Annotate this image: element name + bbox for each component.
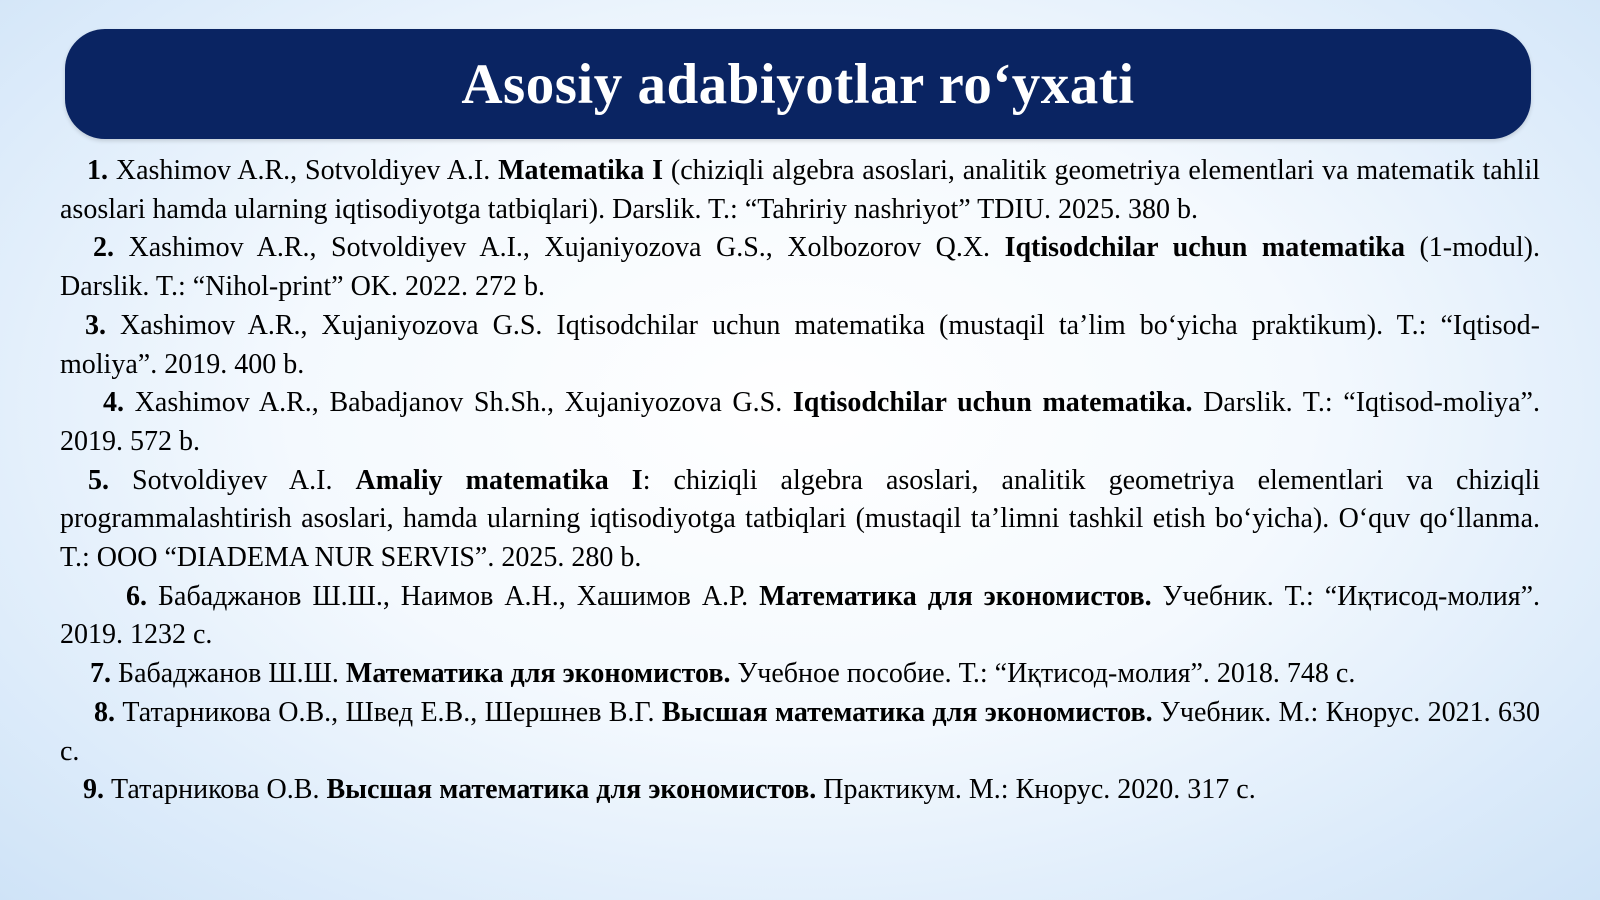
reference-details: Darslik. T.: “Iqtisod-moliya”. 2019. 572 b. — [60, 387, 1540, 457]
reference-title: Высшая математика для экономистов. — [326, 774, 817, 806]
reference-authors: Бабаджанов Ш.Ш., Наимов А.Н., Хашимов А.Р. — [147, 580, 760, 612]
reference-item-8 — [60, 694, 1540, 771]
reference-details: Учебное пособие. Т.: “Иқтисод-молия”. 2018. 748 с. — [730, 658, 1356, 690]
reference-authors: Xashimov A.R., Babadjanov Sh.Sh., Xujaniyozova G.S. — [124, 387, 793, 419]
reference-authors: Xashimov A.R., Sotvoldiyev A.I. — [108, 155, 499, 186]
reference-list — [60, 152, 1540, 810]
reference-title: Математика для экономистов. — [345, 658, 731, 690]
reference-details: (1-modul). Darslik. T.: “Nihol-print” OK. 2022. 272 b. — [60, 232, 1541, 303]
reference-number: 8. — [94, 696, 115, 728]
reference-details: Практикум. М.: Кнорус. 2020. 317 с. — [816, 774, 1256, 806]
title-banner — [65, 29, 1531, 139]
reference-number: 2. — [93, 232, 114, 264]
reference-number: 4. — [103, 387, 124, 419]
reference-number: 3. — [85, 309, 106, 341]
reference-authors: Xashimov A.R., Xujaniyozova G.S. Iqtisodchilar uchun matematika (mustaqil ta’lim bo‘yicha praktikum). T.: “Iqtisod-moliya”. 2019. 400 b. — [60, 309, 1540, 380]
reference-title: Matematika I — [498, 155, 664, 186]
reference-details: Учебник. Т.: “Иқтисод-молия”. 2019. 1232 с. — [60, 580, 1540, 651]
reference-details: (chiziqli algebra asoslari, analitik geometriya elementlari va matematik tahlil asoslari hamda ularning iqtisodiyotga tatbiqlari). Darslik. T.: “Tahririy nashriyot” TDIU. 2025. 380 b. — [60, 155, 1541, 225]
reference-number: 5. — [88, 464, 109, 496]
reference-authors: Татарникова О.В., Швед Е.В., Шершнев В.Г. — [115, 696, 662, 728]
reference-title: Amaliy matematika I — [355, 464, 643, 496]
reference-item-5 — [60, 462, 1540, 578]
reference-number: 1. — [87, 155, 108, 186]
reference-item-3 — [60, 307, 1540, 384]
reference-title: Iqtisodchilar uchun matematika. — [792, 387, 1193, 419]
page-title: Asosiy adabiyotlar ro‘yxati — [461, 52, 1135, 116]
reference-item-9 — [60, 771, 1540, 810]
reference-number: 6. — [126, 580, 147, 612]
reference-authors: Татарникова О.В. — [104, 774, 327, 806]
reference-authors: Sotvoldiyev A.I. — [109, 464, 356, 496]
reference-title: Высшая математика для экономистов. — [661, 696, 1153, 728]
reference-item-2 — [60, 229, 1540, 306]
reference-details: : chiziqli algebra asoslari, analitik geometriya elementlari va chiziqli programmalashtirish asoslari, hamda ularning iqtisodiyotga tatbiqlari (mustaqil ta’limni tashkil etish bo‘yicha). O‘quv qo‘llanma. T.: OOO “DIADEMA NUR SERVIS”. 2025. 280 b. — [60, 464, 1541, 574]
reference-item-1 — [60, 152, 1540, 229]
reference-item-7 — [60, 655, 1540, 694]
reference-details: Учебник. М.: Кнорус. 2021. 630 с. — [60, 696, 1540, 767]
reference-title: Iqtisodchilar uchun matematika — [1004, 232, 1405, 264]
reference-number: 7. — [90, 658, 111, 690]
reference-title: Математика для экономистов. — [759, 580, 1152, 612]
reference-number: 9. — [83, 774, 104, 806]
reference-item-6 — [60, 578, 1540, 655]
reference-item-4 — [60, 384, 1540, 461]
reference-authors: Бабаджанов Ш.Ш. — [111, 658, 346, 690]
reference-authors: Xashimov A.R., Sotvoldiyev A.I., Xujaniyozova G.S., Xolbozorov Q.X. — [114, 232, 1005, 264]
